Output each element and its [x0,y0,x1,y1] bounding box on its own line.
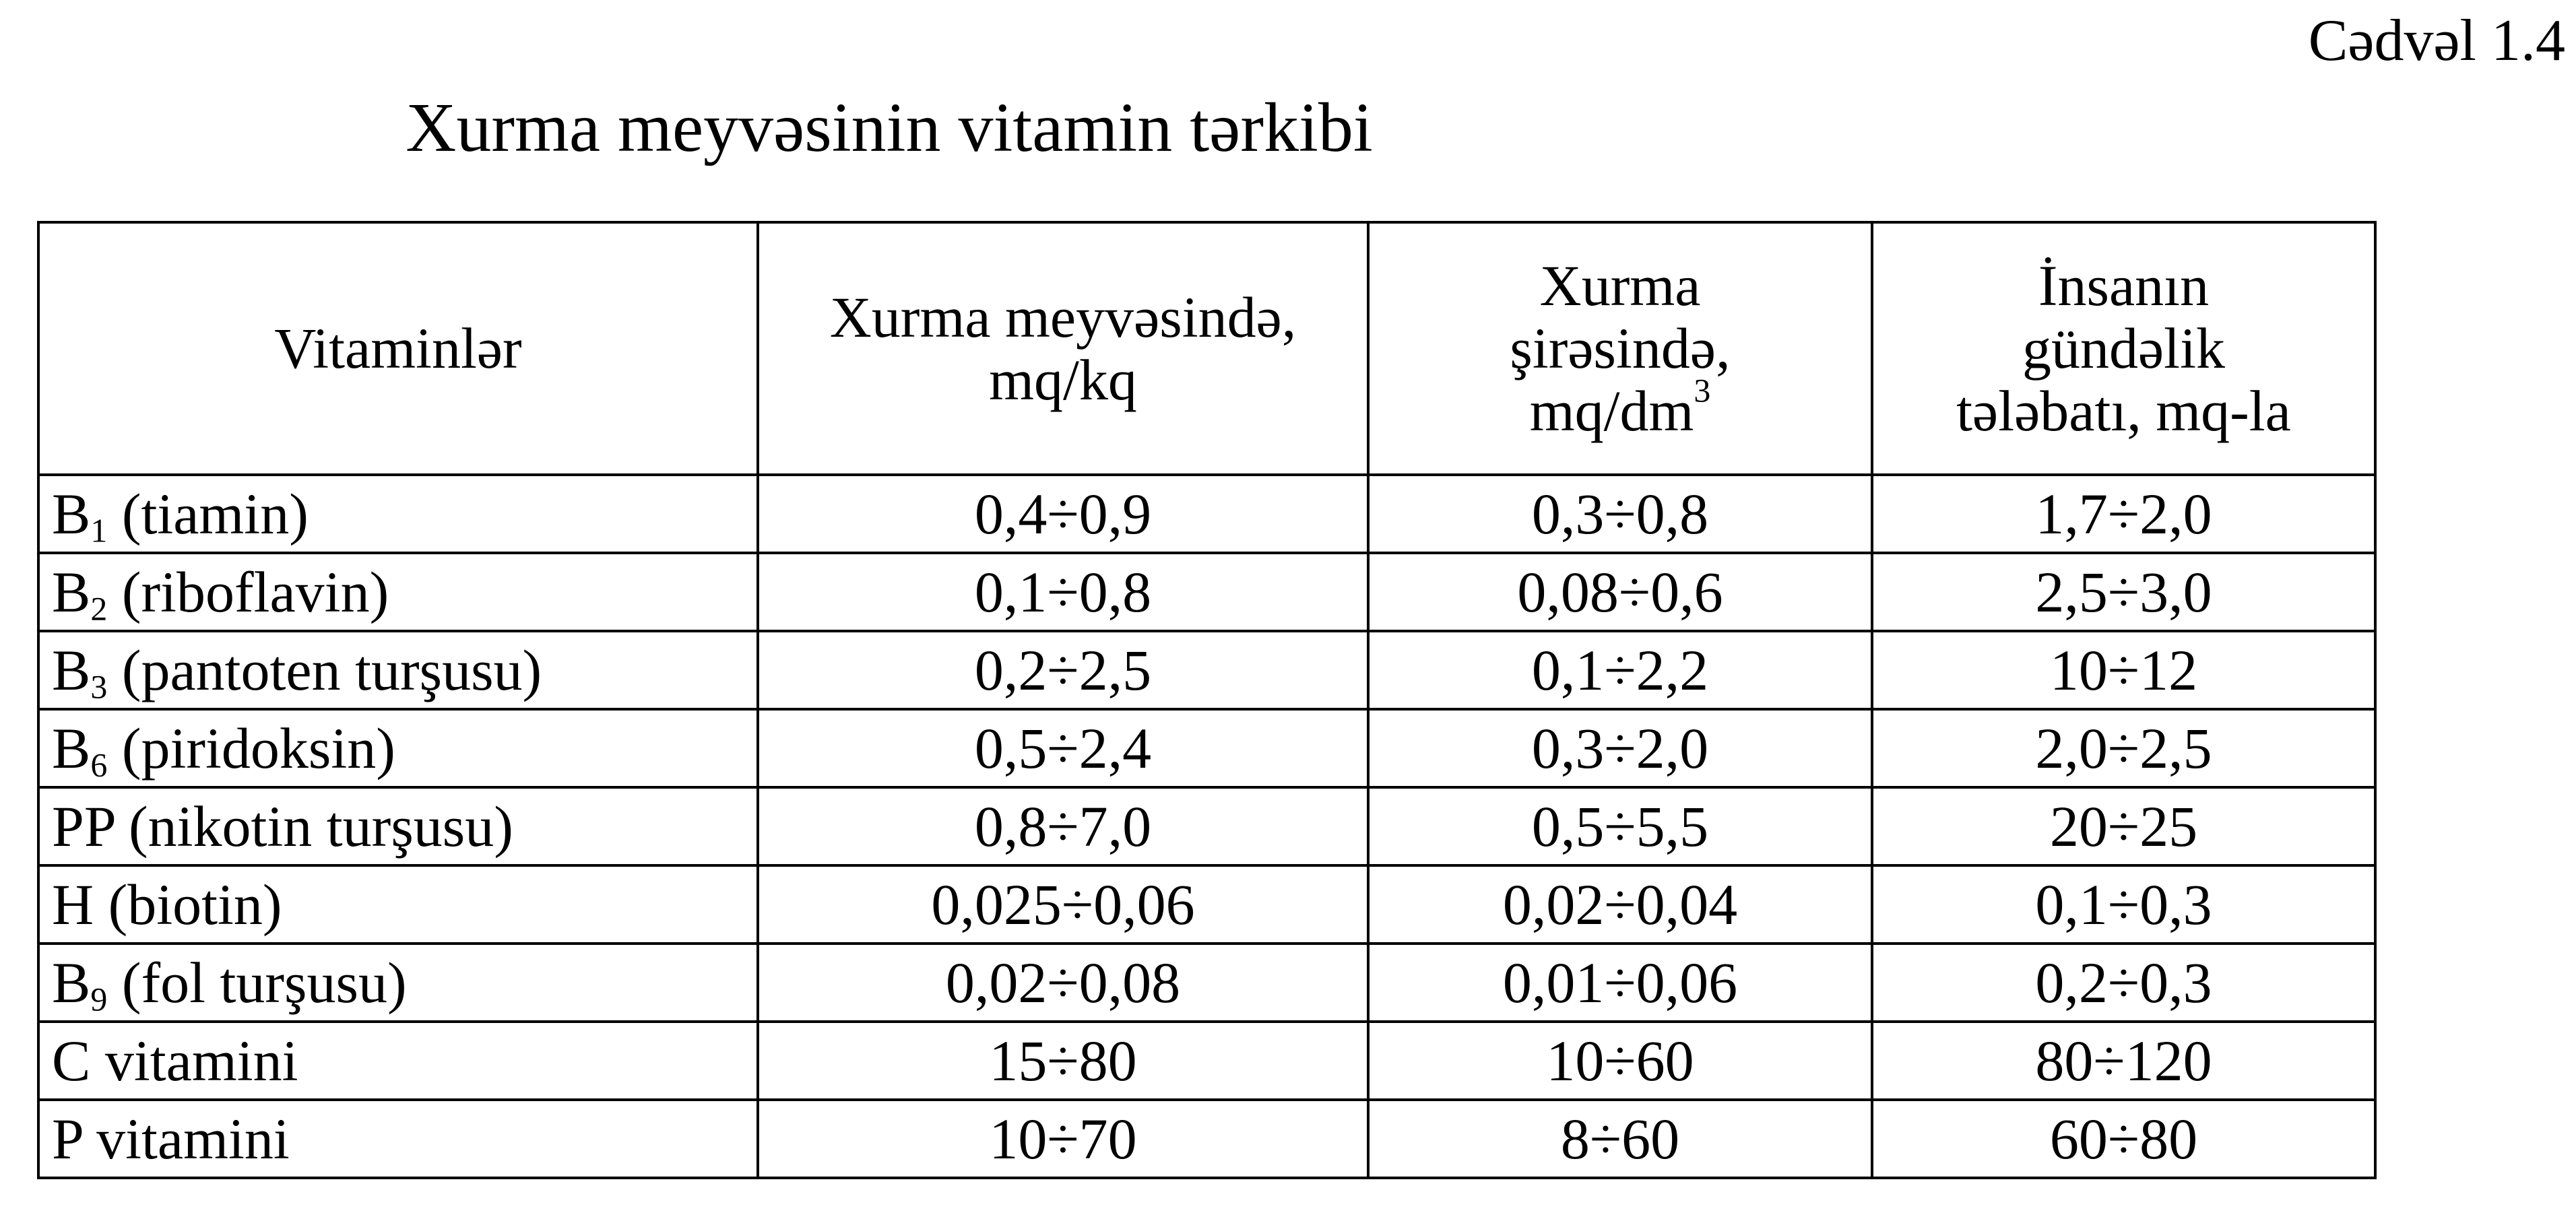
daily-need-cell: 20÷25 [1872,787,2375,865]
juice-content-cell: 0,08÷0,6 [1368,553,1872,631]
vitamin-name-cell [38,944,758,1022]
juice-content-cell: 0,02÷0,04 [1368,865,1872,944]
table-row [38,709,2375,787]
juice-content-cell: 8÷60 [1368,1100,1872,1178]
vitamin-subscript: 2 [90,590,108,628]
header-juice-unit-exponent: 3 [1694,372,1711,409]
vitamin-name: B [52,950,91,1015]
table-row [38,865,2375,944]
vitamin-name: B [52,637,91,702]
header-row [38,222,2375,475]
vitamin-name: C vitamini [52,1028,298,1093]
daily-need-cell: 2,5÷3,0 [1872,553,2375,631]
table-number-label: Cədvəl 1.4 [2308,8,2565,73]
header-juice-unit: mq/dm [1529,378,1694,443]
vitamin-subscript: 6 [90,746,108,784]
fruit-content-cell: 0,4÷0,9 [758,475,1368,553]
table-row [38,475,2375,553]
daily-need-cell: 1,7÷2,0 [1872,475,2375,553]
table-row [38,1022,2375,1100]
vitamin-name-cell [38,631,758,709]
header-daily-need [1872,222,2375,475]
vitamin-name-detail: (pantoten turşusu) [107,637,542,702]
table-row [38,944,2375,1022]
juice-content-cell: 0,1÷2,2 [1368,631,1872,709]
daily-need-cell: 80÷120 [1872,1022,2375,1100]
header-vitamins-line: Vitaminlər [274,316,522,381]
header-daily-line-1: İnsanın [2038,253,2210,319]
juice-content-cell: 0,3÷0,8 [1368,475,1872,553]
table-row [38,787,2375,865]
vitamin-table [37,221,2377,1179]
vitamin-subscript: 1 [90,512,108,550]
vitamin-name-cell [38,865,758,944]
header-juice-line-2: şirəsində, [1510,316,1731,381]
vitamin-name-cell [38,787,758,865]
vitamin-name-cell [38,475,758,553]
daily-need-cell: 2,0÷2,5 [1872,709,2375,787]
daily-need-cell: 60÷80 [1872,1100,2375,1178]
vitamin-name-detail: (riboflavin) [107,559,389,624]
juice-content-cell: 0,01÷0,06 [1368,944,1872,1022]
vitamin-name: PP (nikotin turşusu) [52,793,513,859]
header-fruit-line-2: mq/kq [989,347,1137,412]
table-row [38,631,2375,709]
vitamin-name: B [52,559,91,624]
vitamin-name: B [52,715,91,781]
fruit-content-cell: 0,8÷7,0 [758,787,1368,865]
header-juice-content [1368,222,1872,475]
header-fruit-content [758,222,1368,475]
vitamin-subscript: 3 [90,668,108,706]
fruit-content-cell: 15÷80 [758,1022,1368,1100]
vitamin-subscript: 9 [90,981,108,1018]
header-fruit-line-1: Xurma meyvəsində, [829,284,1297,350]
header-juice-line-1: Xurma [1539,253,1701,319]
header-juice-line-3 [1382,372,1859,443]
juice-content-cell: 10÷60 [1368,1022,1872,1100]
daily-need-cell: 0,1÷0,3 [1872,865,2375,944]
header-daily-line-3: tələbatı, mq-la [1956,378,2291,443]
vitamin-name: B [52,481,91,546]
fruit-content-cell: 0,02÷0,08 [758,944,1368,1022]
fruit-content-cell: 0,1÷0,8 [758,553,1368,631]
vitamin-name-cell [38,709,758,787]
fruit-content-cell: 0,2÷2,5 [758,631,1368,709]
juice-content-cell: 0,5÷5,5 [1368,787,1872,865]
table-title: Xurma meyvəsinin vitamin tərkibi [406,89,1373,166]
table-row [38,1100,2375,1178]
fruit-content-cell: 10÷70 [758,1100,1368,1178]
header-vitamins [38,222,758,475]
table-row [38,553,2375,631]
fruit-content-cell: 0,5÷2,4 [758,709,1368,787]
table-body [38,475,2375,1178]
header-daily-line-2: gündəlik [2022,316,2225,381]
vitamin-name-cell [38,1022,758,1100]
daily-need-cell: 0,2÷0,3 [1872,944,2375,1022]
vitamin-name-cell [38,1100,758,1178]
vitamin-name-detail: (piridoksin) [107,715,395,781]
fruit-content-cell: 0,025÷0,06 [758,865,1368,944]
vitamin-name: P vitamini [52,1106,290,1171]
daily-need-cell: 10÷12 [1872,631,2375,709]
vitamin-name-detail: (tiamin) [107,481,309,546]
juice-content-cell: 0,3÷2,0 [1368,709,1872,787]
vitamin-name-cell [38,553,758,631]
vitamin-name: H (biotin) [52,871,282,937]
vitamin-name-detail: (fol turşusu) [107,950,407,1015]
